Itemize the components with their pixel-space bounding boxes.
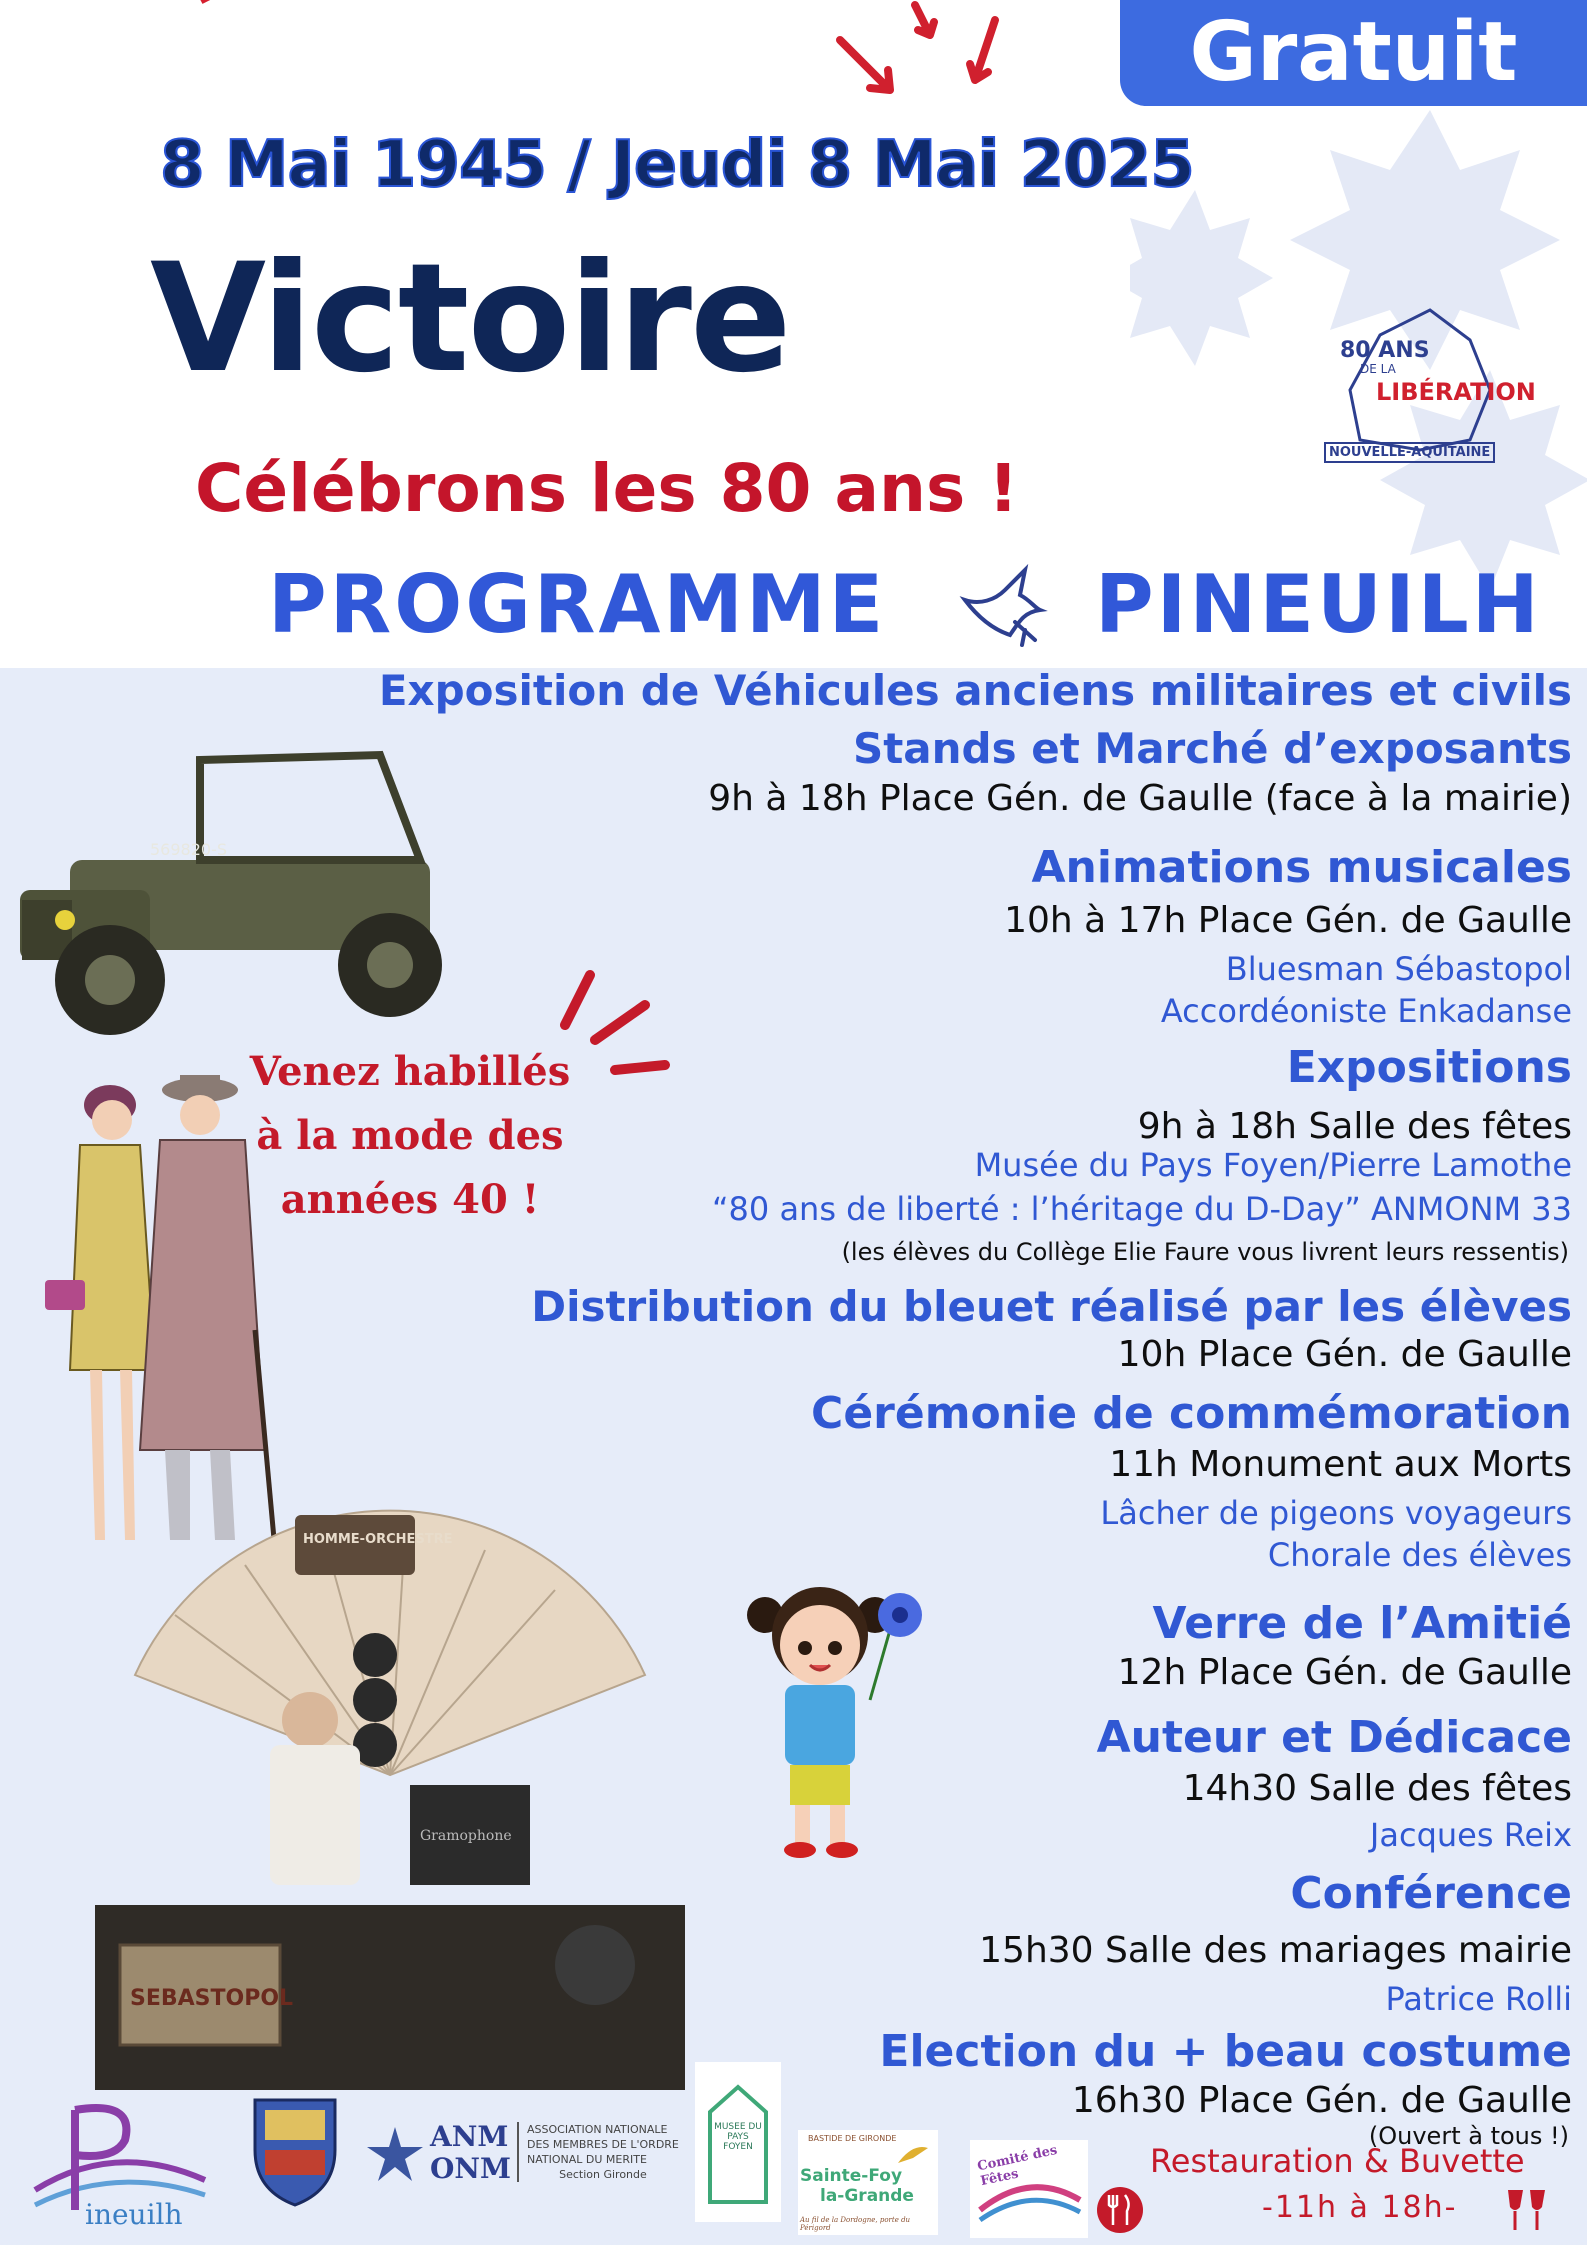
program-line: (les élèves du Collège Elie Faure vous livrent leurs ressentis)	[841, 1238, 1569, 1266]
jeep-illustration	[0, 740, 470, 1040]
program-line: Lâcher de pigeons voyageurs	[1100, 1494, 1572, 1532]
program-line: Bluesman Sébastopol	[1225, 950, 1572, 988]
sainte-foy-logo	[798, 2130, 938, 2235]
anm-line-3: NATIONAL DU MERITE	[527, 2153, 647, 2166]
town-heading: PINEUILH	[1095, 558, 1542, 651]
dress-code-line-2: à la mode des	[256, 1112, 564, 1159]
programme-heading: PROGRAMME	[268, 558, 887, 651]
comite-text: Comité des Fêtes	[976, 2142, 1059, 2190]
comite-fetes-logo	[970, 2140, 1088, 2238]
program-line: (Ouvert à tous !)	[1368, 2122, 1569, 2150]
program-line: Auteur et Dédicace	[1096, 1712, 1572, 1763]
program-line: 11h Monument aux Morts	[1109, 1444, 1572, 1485]
musician-sign: SEBASTOPOL	[130, 1986, 294, 2011]
program-line: 15h30 Salle des mariages mairie	[979, 1930, 1572, 1971]
program-line: Musée du Pays Foyen/Pierre Lamothe	[974, 1146, 1572, 1184]
program-line: Distribution du bleuet réalisé par les élèves	[531, 1282, 1572, 1331]
stefoy-tagline: Au fil de la Dordogne, porte du Périgord	[800, 2216, 911, 2232]
wine-glasses-icon	[1498, 2185, 1558, 2240]
program-line: “80 ans de liberté : l’héritage du D-Day” ANMONM 33	[711, 1190, 1572, 1228]
program-line: Jacques Reix	[1369, 1816, 1572, 1854]
bird-icon	[893, 2138, 933, 2168]
program-line: 14h30 Salle des fêtes	[1182, 1768, 1572, 1809]
program-line: 9h à 18h Place Gén. de Gaulle (face à la mairie)	[708, 778, 1572, 819]
liberation-logo	[1320, 300, 1536, 470]
logo-line-3: LIBÉRATION	[1376, 378, 1536, 406]
dress-code-line-1: Venez habillés	[249, 1048, 571, 1095]
musician-illustration	[95, 1495, 685, 2090]
logo-line-4: NOUVELLE-AQUITAINE	[1324, 442, 1495, 463]
program-line: Stands et Marché d’exposants	[852, 724, 1572, 773]
anm-description	[517, 2122, 679, 2182]
logo-line-1: 80 ANS	[1340, 338, 1430, 363]
logo-line-2: DE LA	[1360, 362, 1396, 376]
program-line: Patrice Rolli	[1385, 1980, 1572, 2018]
dove-icon	[950, 560, 1050, 650]
anm-text: ANM	[430, 2120, 509, 2153]
anm-line-2: DES MEMBRES DE L'ORDRE	[527, 2138, 679, 2151]
subtitle: Célébrons les 80 ans !	[195, 450, 1019, 527]
pineuilh-logo-text: ineuilh	[85, 2198, 183, 2231]
anm-line-4: Section Gironde	[559, 2168, 647, 2181]
jeep-plate: 569820-S	[150, 840, 228, 859]
free-badge: Gratuit	[1120, 0, 1587, 106]
musee-logo	[695, 2062, 781, 2222]
program-line: Expositions	[1286, 1042, 1572, 1093]
musee-text: MUSEE DU PAYS FOYEN	[714, 2122, 762, 2152]
order-star-icon	[365, 2125, 425, 2185]
program-line: 10h à 17h Place Gén. de Gaulle	[1004, 900, 1572, 941]
program-line: 10h Place Gén. de Gaulle	[1117, 1334, 1572, 1375]
shield-icon	[240, 2090, 350, 2210]
page-title: Victoire	[150, 232, 790, 406]
cutlery-icon	[1095, 2185, 1145, 2235]
program-line: 16h30 Place Gén. de Gaulle	[1071, 2080, 1572, 2121]
program-line: Election du + beau costume	[879, 2026, 1572, 2077]
stefoy-top: BASTIDE DE GIRONDE	[808, 2134, 897, 2143]
program-line: Chorale des élèves	[1267, 1536, 1572, 1574]
stefoy-line-2: la-Grande	[820, 2186, 914, 2206]
musician-banner: HOMME-ORCHESTRE	[303, 1532, 453, 1547]
program-line: 12h Place Gén. de Gaulle	[1117, 1652, 1572, 1693]
coat-of-arms-logo	[240, 2080, 350, 2240]
program-line: Cérémonie de commémoration	[811, 1388, 1572, 1439]
gramophone-label: Gramophone	[420, 1828, 512, 1844]
program-line: Accordéoniste Enkadanse	[1160, 992, 1572, 1030]
onm-text: ONM	[430, 2152, 511, 2185]
program-line: Verre de l’Amitié	[1152, 1598, 1572, 1649]
anmonm-logo	[365, 2080, 695, 2240]
program-line: 9h à 18h Salle des fêtes	[1137, 1106, 1572, 1147]
program-line: Conférence	[1290, 1868, 1572, 1919]
restauration-label: Restauration & Buvette	[1150, 2142, 1525, 2180]
restauration-hours: -11h à 18h-	[1262, 2190, 1458, 2225]
pineuilh-logo	[25, 2080, 215, 2240]
event-dates: 8 Mai 1945 / Jeudi 8 Mai 2025	[160, 128, 1194, 202]
anm-line-1: ASSOCIATION NATIONALE	[527, 2123, 668, 2136]
red-arrows-icon	[830, 0, 1030, 110]
dress-code-line-3: années 40 !	[280, 1176, 540, 1223]
program-line: Animations musicales	[1031, 842, 1572, 893]
girl-cornflower-illustration	[730, 1570, 950, 1860]
stefoy-line-1: Sainte-Foy	[800, 2166, 903, 2186]
program-line: Exposition de Véhicules anciens militaires et civils	[378, 666, 1572, 715]
